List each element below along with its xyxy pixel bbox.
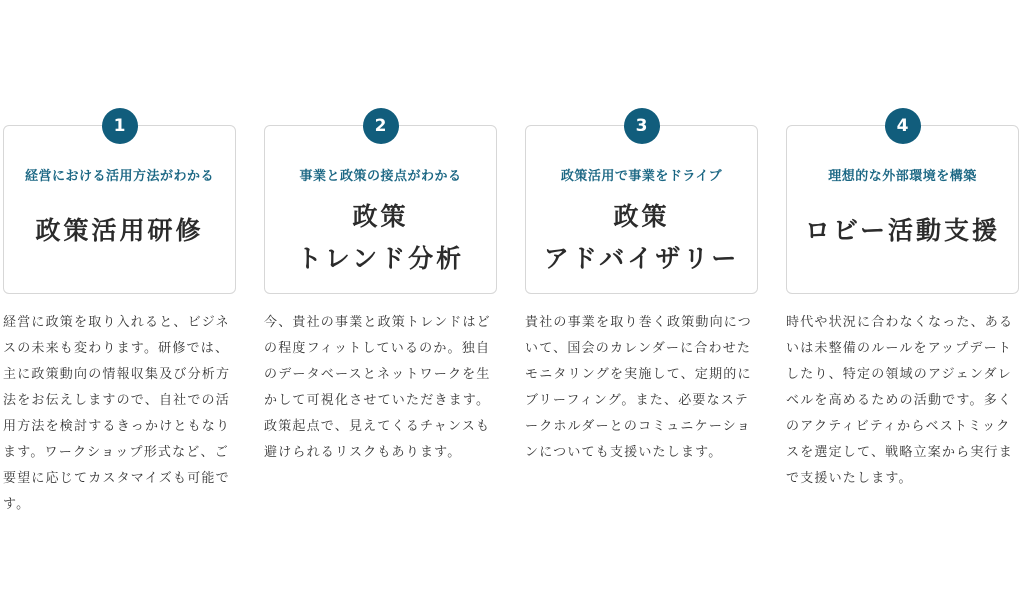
feature-title-line: ロビー活動支援 xyxy=(804,216,1000,245)
feature-title xyxy=(526,196,757,280)
feature-subtitle: 政策活用で事業をドライブ xyxy=(560,169,723,184)
feature-subtitle: 事業と政策の接点がわかる xyxy=(299,169,462,184)
feature-title xyxy=(4,210,235,252)
feature-title-line: 政策 xyxy=(352,202,409,231)
feature-description: 今、貴社の事業と政策トレンドはどの程度フィットしているのか。独自のデータベースとネットワークを生かして可視化させていただきます。政策起点で、見えてくるチャンスも避けられるリスクもあります。 xyxy=(264,315,491,460)
feature-description: 貴社の事業を取り巻く政策動向について、国会のカレンダーに合わせたモニタリングを実施して、定期的にブリーフィング。また、必要なステークホルダーとのコミュニケーションについても支援いたします。 xyxy=(525,315,752,460)
step-number-badge: 4 xyxy=(885,108,921,144)
feature-title-line: アドバイザリー xyxy=(543,244,740,273)
feature-title xyxy=(787,210,1018,252)
feature-card xyxy=(3,116,236,294)
feature-title xyxy=(265,196,496,280)
step-number-badge: 2 xyxy=(363,108,399,144)
feature-description: 時代や状況に合わなくなった、あるいは未整備のルールをアップデートしたり、特定の領域のアジェンダレベルを高めるための活動です。多くのアクティビティからベストミックスを選定して、戦略立案から実行まで支援いたします。 xyxy=(786,315,1014,486)
feature-subtitle: 経営における活用方法がわかる xyxy=(24,169,214,184)
feature-title-line: トレンド分析 xyxy=(296,244,465,273)
feature-card xyxy=(264,116,497,294)
feature-title-line: 政策活用研修 xyxy=(35,216,204,245)
step-number-badge: 3 xyxy=(624,108,660,144)
feature-subtitle: 理想的な外部環境を構築 xyxy=(828,169,977,184)
feature-3 xyxy=(525,110,758,466)
feature-title-line: 政策 xyxy=(613,202,670,231)
feature-description: 経営に政策を取り入れると、ビジネスの未来も変わります。研修では、主に政策動向の情報収集及び分析方法をお伝えしますので、自社での活用方法を検討するきっかけともなります。ワークショップ形式など、ご要望に応じてカスタマイズも可能です。 xyxy=(3,315,231,512)
feature-card xyxy=(525,116,758,294)
step-number-badge: 1 xyxy=(102,108,138,144)
feature-2 xyxy=(264,110,497,466)
feature-card xyxy=(786,116,1019,294)
feature-4 xyxy=(786,110,1019,492)
feature-1 xyxy=(3,110,236,518)
